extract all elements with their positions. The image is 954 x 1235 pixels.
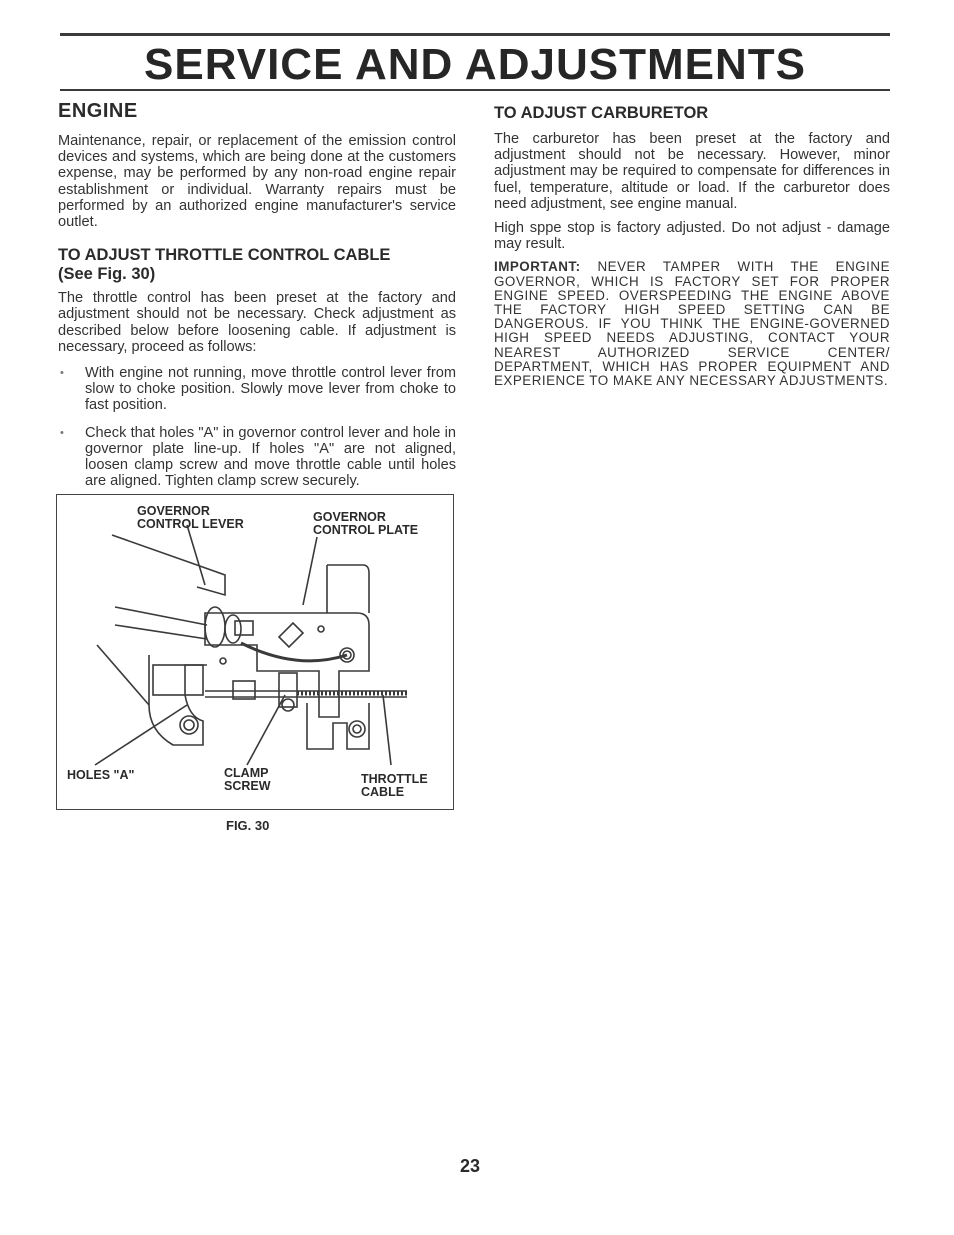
throttle-governor-diagram bbox=[57, 495, 453, 809]
carburetor-paragraph-2: High sppe stop is factory adjusted. Do not adjust - damage may result. bbox=[494, 220, 890, 253]
label-clamp-line2: SCREW bbox=[224, 779, 271, 793]
governor-lever-arm bbox=[112, 535, 225, 595]
label-cable-line2: CABLE bbox=[361, 785, 405, 799]
header-rule-top bbox=[60, 33, 890, 36]
leader-holes bbox=[95, 705, 187, 765]
page-number: 23 bbox=[459, 1156, 481, 1176]
lever-hole bbox=[220, 658, 226, 664]
throttle-heading bbox=[58, 246, 456, 284]
important-text: NEVER TAMPER WITH THE ENGINE GOVERNOR, WHICH IS FACTORY SET FOR PROPER ENGINE SPEED. OVERSPEEDING THE ENGINE ABOVE THE FACTORY HIGH SPEED SETTING CAN BE DANGEROUS. IF YOU THINK THE ENGINE-GOVERNED HIGH SPEED NEEDS ADJUSTING, CONTACT YOUR NEAREST AUTHORIZED SERVICE CENTER/ DEPARTMENT, WHICH HAS PROPER EQUIPMENT AND EXPERIENCE TO MAKE ANY NECESSARY ADJUSTMENTS. bbox=[494, 259, 890, 389]
shaft-hub-inner bbox=[225, 615, 241, 643]
right-column bbox=[494, 100, 890, 388]
plate-hole-small bbox=[318, 626, 324, 632]
mount-bracket bbox=[149, 655, 207, 745]
label-throttle-cable bbox=[361, 773, 428, 799]
label-governor-lever-line1: GOVERNOR bbox=[137, 504, 210, 518]
label-clamp-line1: CLAMP bbox=[224, 766, 269, 780]
carburetor-heading: TO ADJUST CARBURETOR bbox=[494, 104, 709, 122]
throttle-steps bbox=[58, 365, 456, 489]
page-title: SERVICE AND ADJUSTMENTS bbox=[144, 40, 806, 89]
list-item: • With engine not running, move throttle control lever from slow to choke position. Slowly move lever from choke to fast position. bbox=[58, 365, 456, 414]
left-column bbox=[58, 100, 456, 500]
governor-shaft-bottom bbox=[115, 625, 207, 639]
clamp-block bbox=[153, 665, 203, 695]
carburetor-paragraph-1: The carburetor has been preset at the factory and adjustment should not be necessary. However, minor adjustment may be required to compensate for differences in fuel, temperature, altitude or load. If the carburetor does need adjustment, see engine manual. bbox=[494, 131, 890, 212]
hole-a-circle bbox=[180, 716, 198, 734]
throttle-heading-line1: TO ADJUST THROTTLE CONTROL CABLE bbox=[58, 246, 391, 265]
label-cable-line1: THROTTLE bbox=[361, 772, 428, 786]
label-governor-plate bbox=[313, 511, 418, 537]
engine-paragraph: Maintenance, repair, or replacement of the emission control devices and systems, which are being done at the customers expense, may be performed by any non-road engine repair establishment or individual. Warranty repairs must be performed by an authorized engine manufacturer's service outlet. bbox=[58, 133, 456, 231]
throttle-intro: The throttle control has been preset at the factory and adjustment should not be necessary. Check adjustment as described below before loosening cable. If adjustment is necessary, proceed as follows: bbox=[58, 290, 456, 355]
label-clamp-screw bbox=[224, 767, 271, 793]
shaft-end bbox=[235, 621, 253, 635]
hole-a-inner bbox=[184, 720, 194, 730]
cable-bracket-hole bbox=[349, 721, 365, 737]
header-rule-bottom bbox=[60, 89, 890, 91]
list-item: • Check that holes "A" in governor control lever and hole in governor plate line-up. If holes "A" are not aligned, loosen clamp screw and move throttle cable until holes are aligned. Tighten clamp screw securely. bbox=[58, 425, 456, 490]
governor-shaft-top bbox=[115, 607, 207, 625]
plate-upper-flange bbox=[327, 565, 369, 613]
engine-heading: ENGINE bbox=[58, 100, 138, 122]
label-governor-plate-line2: CONTROL PLATE bbox=[313, 523, 419, 537]
figure-caption: FIG. 30 bbox=[226, 818, 270, 833]
cable-bracket-hole-inner bbox=[353, 725, 361, 733]
important-label: IMPORTANT: bbox=[494, 259, 581, 275]
leader-governor-plate bbox=[303, 537, 317, 605]
label-holes: HOLES "A" bbox=[67, 768, 135, 782]
plate-cutout bbox=[279, 623, 303, 647]
label-governor-lever bbox=[137, 505, 244, 531]
clamp-screw-head bbox=[282, 699, 294, 711]
label-governor-lever-line2: CONTROL LEVER bbox=[137, 517, 244, 531]
throttle-heading-line2: (See Fig. 30) bbox=[58, 265, 156, 284]
label-governor-plate-line1: GOVERNOR bbox=[313, 510, 386, 524]
important-notice bbox=[494, 260, 890, 388]
figure-30 bbox=[56, 494, 454, 810]
leader-cable bbox=[383, 695, 391, 765]
leader-governor-lever bbox=[187, 525, 205, 585]
lower-support-line bbox=[97, 645, 149, 705]
